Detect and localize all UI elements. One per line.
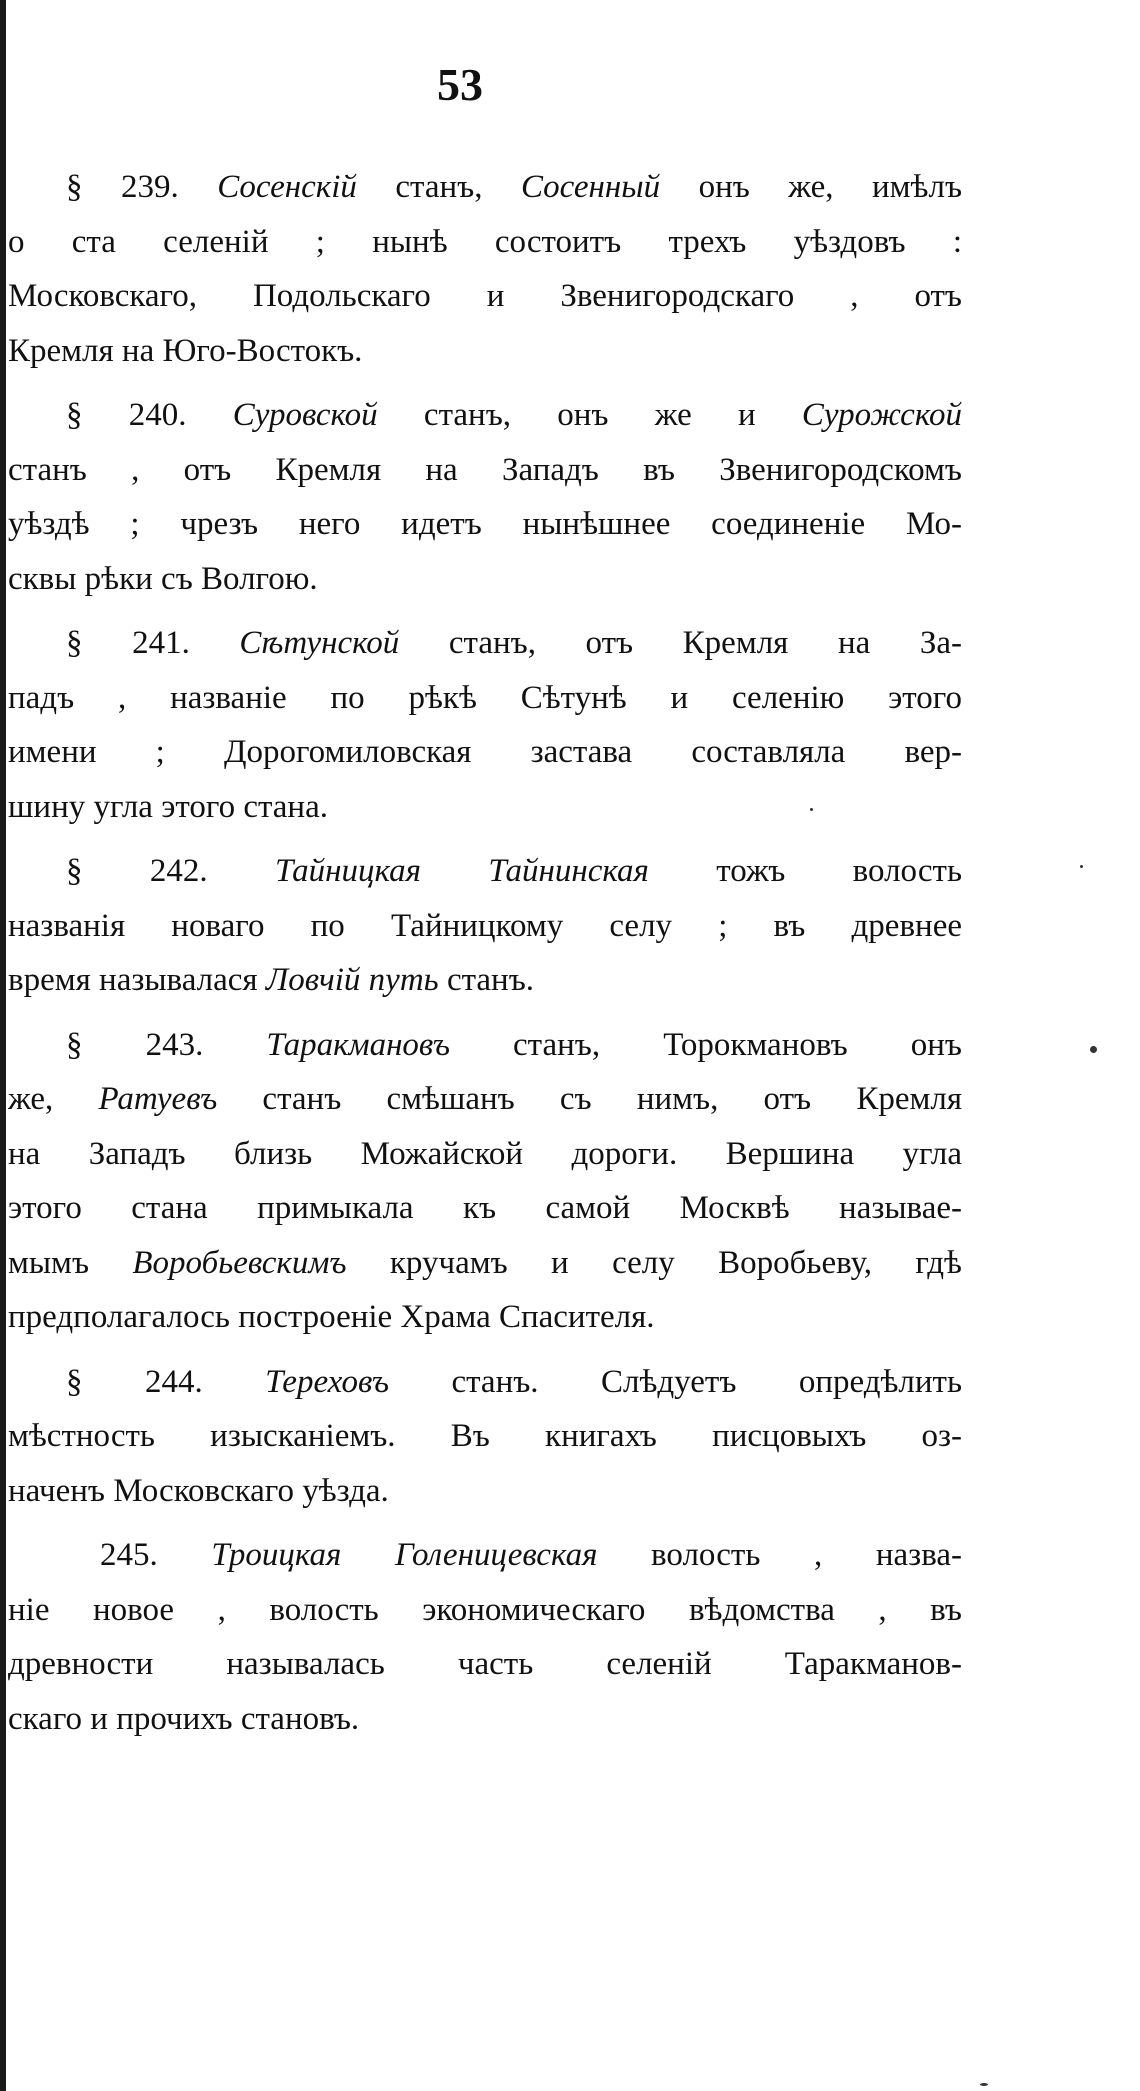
italic-name: Тайницкая Тайнинская (274, 853, 649, 889)
text-line (8, 1409, 962, 1464)
text-run: станъ, онъ же и (377, 397, 802, 433)
text-run: имени ; Дорогомиловская застава составляла вер- (8, 734, 962, 770)
paragraph-241 (8, 616, 962, 834)
italic-name: Суровской (232, 397, 378, 433)
paragraph-244 (8, 1355, 962, 1519)
body-text (8, 160, 962, 1756)
text-run: станъ. Слѣдуетъ опредѣлить (389, 1363, 962, 1400)
text-line (8, 388, 962, 443)
text-run: § 240. (66, 397, 233, 433)
text-run: мѣстность изысканіемъ. Въ книгахъ писцовыхъ оз- (8, 1418, 962, 1454)
print-speck (1090, 1046, 1097, 1053)
text-line (8, 1072, 962, 1127)
text-run: онъ же, имѣлъ (660, 169, 962, 205)
italic-name: Сосенный (520, 169, 661, 205)
italic-name: Таракмановъ (266, 1026, 450, 1063)
text-run: шину угла этого стана. (8, 788, 328, 825)
italic-name: Сосенскій (217, 169, 357, 205)
text-line (8, 725, 962, 780)
text-run: § 244. (66, 1363, 266, 1400)
text-run: древности называлась часть селеній Таракманов- (8, 1646, 962, 1682)
text-line (8, 1127, 962, 1182)
text-line (8, 443, 962, 498)
text-line (8, 1018, 962, 1073)
text-line (8, 497, 962, 552)
print-speck (980, 2083, 988, 2086)
print-speck (1080, 865, 1083, 868)
text-line (8, 160, 962, 215)
text-line (8, 899, 962, 954)
italic-name: Сурожской (801, 397, 962, 433)
text-run: § 241. (66, 625, 240, 661)
text-run: § 239. (66, 169, 218, 205)
text-line (8, 616, 962, 671)
text-line (8, 1528, 962, 1583)
text-run: скаго и прочихъ становъ. (8, 1700, 360, 1737)
text-line (8, 671, 962, 726)
text-line (8, 953, 962, 1008)
text-run: этого стана примыкала къ самой Москвѣ называе- (8, 1190, 962, 1226)
text-run: станъ, (356, 169, 521, 205)
text-run: время называлася (8, 962, 266, 998)
text-line (8, 1464, 962, 1519)
text-run: станъ , отъ Кремля на Западъ въ Звенигородскомъ (8, 451, 962, 488)
text-line (8, 780, 962, 835)
binding-edge (0, 0, 6, 2091)
text-run: наченъ Московскаго уѣзда. (8, 1472, 389, 1509)
italic-name: Тереховъ (265, 1363, 390, 1400)
text-run: на Западъ близь Можайской дороги. Вершина угла (8, 1135, 962, 1172)
text-line (8, 324, 962, 379)
italic-name: Ратуевъ (98, 1081, 218, 1117)
text-run: же, (8, 1081, 99, 1117)
text-line (8, 1637, 962, 1692)
text-line (8, 1236, 962, 1291)
text-line (8, 1290, 962, 1345)
text-run: о ста селеній ; нынѣ состоитъ трехъ уѣздовъ : (8, 223, 962, 260)
paragraph-242 (8, 844, 962, 1008)
italic-name: Троицкая Голеницевская (211, 1537, 598, 1573)
text-run: кручамъ и селу Воробьеву, гдѣ (346, 1244, 962, 1281)
text-run: предполагалось построеніе Храма Спасителя. (8, 1299, 655, 1335)
text-run: § 242. (66, 853, 275, 889)
italic-name: Сѣтунской (239, 625, 400, 661)
text-run: сквы рѣки съ Волгою. (8, 560, 318, 597)
text-run: падъ , названіе по рѣкѣ Сѣтунѣ и селенію этого (8, 679, 962, 716)
text-run: Кремля на Юго-Востокъ. (8, 332, 363, 369)
page-number: 53 (437, 59, 483, 110)
text-line (8, 1692, 962, 1747)
text-run: станъ, Торокмановъ онъ (449, 1026, 962, 1063)
italic-name: Ловчій путь (265, 962, 439, 998)
text-run: названія новаго по Тайницкому селу ; въ древнее (8, 907, 962, 944)
text-run: мымъ (8, 1244, 133, 1281)
text-run: ніе новое , волость экономическаго вѣдомства , въ (8, 1591, 962, 1628)
text-run: волость , назва- (597, 1537, 962, 1573)
text-line (8, 215, 962, 270)
text-line (8, 1355, 962, 1410)
text-run: § 243. (66, 1026, 267, 1063)
paragraph-243 (8, 1018, 962, 1345)
text-run: Московскаго, Подольскаго и Звенигородскаго , отъ (8, 278, 962, 314)
text-line (8, 552, 962, 607)
text-run: станъ. (438, 962, 535, 998)
text-run: тожъ волость (648, 853, 962, 889)
text-run: уѣздѣ ; чрезъ него идетъ нынѣшнее соединеніе Мо- (8, 506, 962, 542)
paragraph-245 (8, 1528, 962, 1746)
text-line (8, 1181, 962, 1236)
text-line (8, 844, 962, 899)
text-line (8, 269, 962, 324)
text-run: станъ смѣшанъ съ нимъ, отъ Кремля (217, 1081, 962, 1117)
italic-name: Воробьевскимъ (132, 1244, 347, 1281)
paragraph-240 (8, 388, 962, 606)
text-line (8, 1583, 962, 1638)
text-run: станъ, отъ Кремля на За- (399, 625, 962, 661)
text-run: 245. (100, 1537, 212, 1573)
print-speck (810, 808, 813, 811)
paragraph-239 (8, 160, 962, 378)
